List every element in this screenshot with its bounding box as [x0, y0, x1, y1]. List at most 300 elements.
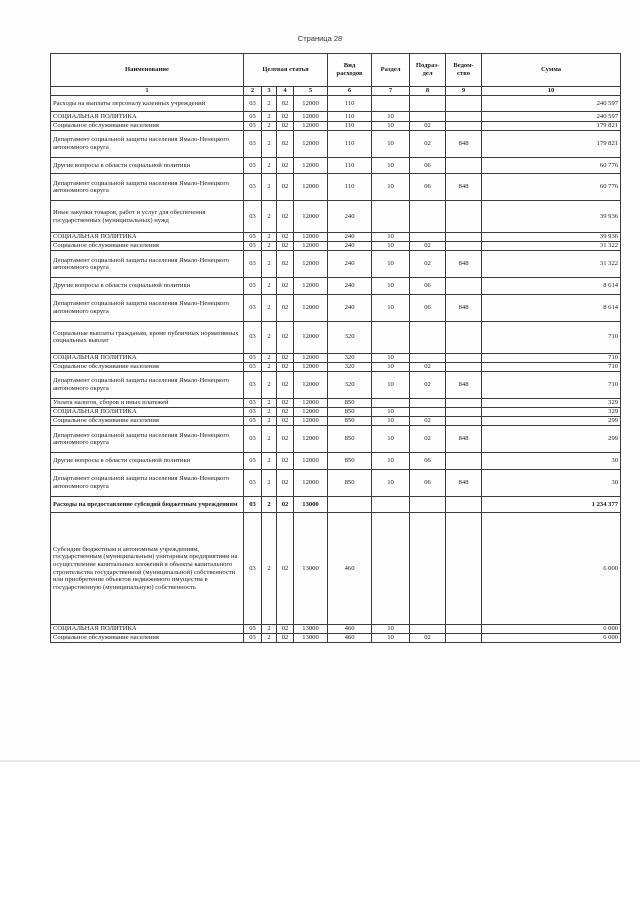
column-number: 6 — [328, 87, 372, 96]
row-name: Социальное обслуживание населения — [51, 121, 244, 130]
sum-cell: 710 — [482, 353, 621, 362]
expense-type-cell: 850 — [328, 408, 372, 417]
sum-cell: 6 000 — [482, 625, 621, 634]
target-code-5: 12000 — [294, 469, 328, 496]
sum-cell: 30 — [482, 469, 621, 496]
table-row — [51, 371, 621, 398]
section-cell: 10 — [372, 353, 410, 362]
row-name: Другие вопросы в области социальной политики — [51, 278, 244, 295]
department-cell — [446, 398, 482, 408]
header-section: Раздел — [372, 54, 410, 87]
target-code-4: 02 — [277, 496, 294, 513]
section-cell: 10 — [372, 417, 410, 426]
target-code-2: 03 — [244, 625, 262, 634]
target-code-5: 12000 — [294, 233, 328, 242]
sum-cell: 6 000 — [482, 513, 621, 625]
target-code-4: 02 — [277, 251, 294, 278]
target-code-3: 2 — [262, 201, 277, 233]
table-row — [51, 321, 621, 353]
sum-cell: 329 — [482, 408, 621, 417]
target-code-5: 12000 — [294, 426, 328, 453]
target-code-2: 03 — [244, 233, 262, 242]
table-row — [51, 112, 621, 122]
expense-type-cell: 110 — [328, 157, 372, 174]
subsection-cell: 02 — [410, 121, 446, 130]
section-cell — [372, 513, 410, 625]
expense-type-cell: 850 — [328, 469, 372, 496]
header-name: Наименование — [51, 54, 244, 87]
subsection-cell — [410, 398, 446, 408]
expense-type-cell: 850 — [328, 426, 372, 453]
target-code-2: 03 — [244, 398, 262, 408]
table-row — [51, 157, 621, 174]
table-row — [51, 353, 621, 362]
expense-type-cell: 320 — [328, 371, 372, 398]
department-cell — [446, 242, 482, 251]
expense-type-cell: 240 — [328, 233, 372, 242]
section-cell: 10 — [372, 362, 410, 371]
department-cell: 848 — [446, 251, 482, 278]
target-code-2: 03 — [244, 112, 262, 122]
target-code-5: 13000 — [294, 513, 328, 625]
subsection-cell — [410, 353, 446, 362]
sum-cell: 179 821 — [482, 121, 621, 130]
subsection-cell — [410, 513, 446, 625]
target-code-5: 13000 — [294, 496, 328, 513]
table-row — [51, 174, 621, 201]
subsection-cell: 02 — [410, 130, 446, 157]
row-name: Другие вопросы в области социальной политики — [51, 157, 244, 174]
subsection-cell: 06 — [410, 469, 446, 496]
department-cell — [446, 496, 482, 513]
target-code-3: 2 — [262, 121, 277, 130]
sum-cell: 299 — [482, 417, 621, 426]
table-row — [51, 251, 621, 278]
table-row — [51, 233, 621, 242]
subsection-cell: 02 — [410, 634, 446, 643]
target-code-3: 2 — [262, 157, 277, 174]
row-name: Департамент социальной защиты населения Ямало-Ненецкого автономного округа — [51, 469, 244, 496]
header-expense-type: Вид расходов — [328, 54, 372, 87]
target-code-4: 02 — [277, 242, 294, 251]
target-code-3: 2 — [262, 321, 277, 353]
row-name: СОЦИАЛЬНАЯ ПОЛИТИКА — [51, 112, 244, 122]
subsection-cell — [410, 201, 446, 233]
department-cell: 848 — [446, 294, 482, 321]
expense-type-cell: 240 — [328, 251, 372, 278]
department-cell: 848 — [446, 371, 482, 398]
section-cell: 10 — [372, 426, 410, 453]
expense-type-cell: 240 — [328, 278, 372, 295]
row-name: Расходы на выплаты персоналу казенных учреждений — [51, 95, 244, 112]
target-code-4: 02 — [277, 417, 294, 426]
table-row — [51, 398, 621, 408]
target-code-2: 03 — [244, 278, 262, 295]
target-code-5: 12000 — [294, 278, 328, 295]
table-body — [51, 95, 621, 643]
sum-cell: 39 936 — [482, 233, 621, 242]
row-name: Департамент социальной защиты населения Ямало-Ненецкого автономного округа — [51, 251, 244, 278]
row-name: Департамент социальной защиты населения Ямало-Ненецкого автономного округа — [51, 174, 244, 201]
header-subsection: Подраз-дел — [410, 54, 446, 87]
target-code-4: 02 — [277, 112, 294, 122]
sum-cell: 710 — [482, 321, 621, 353]
section-cell — [372, 496, 410, 513]
column-number: 3 — [262, 87, 277, 96]
sum-cell: 6 000 — [482, 634, 621, 643]
sum-cell: 60 776 — [482, 174, 621, 201]
section-cell: 10 — [372, 157, 410, 174]
department-cell — [446, 121, 482, 130]
expense-type-cell: 240 — [328, 294, 372, 321]
target-code-5: 12000 — [294, 408, 328, 417]
department-cell — [446, 625, 482, 634]
target-code-2: 03 — [244, 634, 262, 643]
table-row — [51, 408, 621, 417]
target-code-5: 13000 — [294, 625, 328, 634]
column-number: 7 — [372, 87, 410, 96]
subsection-cell — [410, 496, 446, 513]
target-code-4: 02 — [277, 362, 294, 371]
target-code-3: 2 — [262, 353, 277, 362]
target-code-3: 2 — [262, 371, 277, 398]
target-code-5: 12000 — [294, 353, 328, 362]
row-name: СОЦИАЛЬНАЯ ПОЛИТИКА — [51, 408, 244, 417]
sum-cell: 8 614 — [482, 278, 621, 295]
table-row — [51, 294, 621, 321]
target-code-2: 03 — [244, 417, 262, 426]
expense-type-cell: 850 — [328, 398, 372, 408]
target-code-4: 02 — [277, 130, 294, 157]
target-code-4: 02 — [277, 513, 294, 625]
subsection-cell — [410, 321, 446, 353]
target-code-4: 02 — [277, 321, 294, 353]
target-code-5: 13000 — [294, 634, 328, 643]
sum-cell: 179 821 — [482, 130, 621, 157]
table-row — [51, 201, 621, 233]
target-code-3: 2 — [262, 634, 277, 643]
subsection-cell — [410, 233, 446, 242]
target-code-4: 02 — [277, 398, 294, 408]
subsection-cell — [410, 408, 446, 417]
sum-cell: 1 234 377 — [482, 496, 621, 513]
row-name: Социальное обслуживание населения — [51, 242, 244, 251]
expense-type-cell: 240 — [328, 242, 372, 251]
target-code-3: 2 — [262, 112, 277, 122]
target-code-4: 02 — [277, 426, 294, 453]
table-row — [51, 95, 621, 112]
table-row — [51, 130, 621, 157]
table-row — [51, 362, 621, 371]
table-row — [51, 278, 621, 295]
target-code-5: 12000 — [294, 362, 328, 371]
column-number: 5 — [294, 87, 328, 96]
expense-type-cell: 110 — [328, 174, 372, 201]
target-code-2: 03 — [244, 321, 262, 353]
target-code-5: 12000 — [294, 417, 328, 426]
target-code-3: 2 — [262, 496, 277, 513]
target-code-2: 03 — [244, 242, 262, 251]
subsection-cell: 02 — [410, 242, 446, 251]
department-cell — [446, 362, 482, 371]
page-number: Страница 28 — [297, 34, 343, 43]
target-code-4: 02 — [277, 353, 294, 362]
target-code-3: 2 — [262, 453, 277, 470]
section-cell: 10 — [372, 121, 410, 130]
target-code-4: 02 — [277, 634, 294, 643]
department-cell — [446, 201, 482, 233]
target-code-3: 2 — [262, 513, 277, 625]
section-cell: 10 — [372, 408, 410, 417]
target-code-2: 03 — [244, 453, 262, 470]
target-code-5: 12000 — [294, 242, 328, 251]
department-cell — [446, 321, 482, 353]
row-name: Другие вопросы в области социальной политики — [51, 453, 244, 470]
target-code-4: 02 — [277, 233, 294, 242]
expense-type-cell: 110 — [328, 95, 372, 112]
department-cell — [446, 95, 482, 112]
department-cell: 848 — [446, 469, 482, 496]
department-cell — [446, 278, 482, 295]
sum-cell: 329 — [482, 398, 621, 408]
subsection-cell: 06 — [410, 453, 446, 470]
section-cell — [372, 95, 410, 112]
section-cell: 10 — [372, 294, 410, 321]
target-code-5: 12000 — [294, 95, 328, 112]
sum-cell: 710 — [482, 371, 621, 398]
subsection-cell: 06 — [410, 294, 446, 321]
target-code-4: 02 — [277, 408, 294, 417]
table-row — [51, 453, 621, 470]
target-code-2: 03 — [244, 251, 262, 278]
target-code-5: 12000 — [294, 398, 328, 408]
sum-cell: 710 — [482, 362, 621, 371]
department-cell — [446, 157, 482, 174]
section-cell: 10 — [372, 251, 410, 278]
section-cell: 10 — [372, 233, 410, 242]
target-code-2: 03 — [244, 174, 262, 201]
expense-type-cell: 320 — [328, 321, 372, 353]
row-name: Департамент социальной защиты населения Ямало-Ненецкого автономного округа — [51, 371, 244, 398]
department-cell: 848 — [446, 130, 482, 157]
target-code-2: 03 — [244, 121, 262, 130]
target-code-2: 03 — [244, 362, 262, 371]
target-code-5: 12000 — [294, 174, 328, 201]
subsection-cell: 06 — [410, 174, 446, 201]
row-name: Департамент социальной защиты населения Ямало-Ненецкого автономного округа — [51, 426, 244, 453]
target-code-2: 03 — [244, 294, 262, 321]
target-code-3: 2 — [262, 174, 277, 201]
expense-type-cell: 460 — [328, 634, 372, 643]
section-cell — [372, 201, 410, 233]
target-code-5: 12000 — [294, 201, 328, 233]
sum-cell: 30 — [482, 453, 621, 470]
target-code-4: 02 — [277, 95, 294, 112]
column-number-row — [51, 87, 621, 96]
column-number: 1 — [51, 87, 244, 96]
sum-cell: 31 322 — [482, 242, 621, 251]
target-code-5: 12000 — [294, 112, 328, 122]
target-code-2: 03 — [244, 371, 262, 398]
section-cell — [372, 398, 410, 408]
target-code-5: 12000 — [294, 130, 328, 157]
department-cell — [446, 453, 482, 470]
target-code-4: 02 — [277, 201, 294, 233]
expense-type-cell — [328, 496, 372, 513]
target-code-3: 2 — [262, 398, 277, 408]
table-row — [51, 513, 621, 625]
sum-cell: 240 597 — [482, 112, 621, 122]
subsection-cell: 02 — [410, 417, 446, 426]
target-code-4: 02 — [277, 121, 294, 130]
target-code-5: 12000 — [294, 121, 328, 130]
expense-type-cell: 110 — [328, 130, 372, 157]
target-code-5: 12000 — [294, 251, 328, 278]
row-name: Департамент социальной защиты населения Ямало-Ненецкого автономного округа — [51, 130, 244, 157]
target-code-5: 12000 — [294, 294, 328, 321]
expense-type-cell: 110 — [328, 121, 372, 130]
department-cell: 848 — [446, 426, 482, 453]
table-row — [51, 242, 621, 251]
column-number: 10 — [482, 87, 621, 96]
target-code-2: 03 — [244, 426, 262, 453]
budget-table — [50, 53, 621, 643]
sum-cell: 8 614 — [482, 294, 621, 321]
section-cell: 10 — [372, 112, 410, 122]
target-code-2: 03 — [244, 408, 262, 417]
target-code-4: 02 — [277, 278, 294, 295]
row-name: Иные закупки товаров, работ и услуг для обеспечения государственных (муниципальных) нужд — [51, 201, 244, 233]
department-cell — [446, 417, 482, 426]
department-cell — [446, 408, 482, 417]
target-code-2: 03 — [244, 201, 262, 233]
table-row — [51, 625, 621, 634]
header-target-article: Целевая статья — [244, 54, 328, 87]
subsection-cell: 02 — [410, 251, 446, 278]
department-cell — [446, 233, 482, 242]
row-name: Социальное обслуживание населения — [51, 362, 244, 371]
target-code-2: 03 — [244, 513, 262, 625]
target-code-3: 2 — [262, 469, 277, 496]
subsection-cell — [410, 95, 446, 112]
target-code-5: 12000 — [294, 453, 328, 470]
sum-cell: 60 776 — [482, 157, 621, 174]
header-sum: Сумма — [482, 54, 621, 87]
department-cell — [446, 112, 482, 122]
target-code-3: 2 — [262, 130, 277, 157]
section-cell: 10 — [372, 174, 410, 201]
table-row — [51, 426, 621, 453]
row-name: Социальное обслуживание населения — [51, 634, 244, 643]
sum-cell: 299 — [482, 426, 621, 453]
target-code-3: 2 — [262, 408, 277, 417]
target-code-4: 02 — [277, 625, 294, 634]
section-cell: 10 — [372, 278, 410, 295]
target-code-2: 03 — [244, 496, 262, 513]
target-code-4: 02 — [277, 294, 294, 321]
section-cell: 10 — [372, 625, 410, 634]
target-code-5: 12000 — [294, 371, 328, 398]
column-number: 4 — [277, 87, 294, 96]
sum-cell: 31 322 — [482, 251, 621, 278]
expense-type-cell: 240 — [328, 201, 372, 233]
target-code-4: 02 — [277, 453, 294, 470]
target-code-3: 2 — [262, 95, 277, 112]
table-row — [51, 496, 621, 513]
target-code-3: 2 — [262, 417, 277, 426]
subsection-cell: 02 — [410, 371, 446, 398]
target-code-3: 2 — [262, 233, 277, 242]
row-name: Уплата налогов, сборов и иных платежей — [51, 398, 244, 408]
expense-type-cell: 320 — [328, 353, 372, 362]
subsection-cell: 06 — [410, 157, 446, 174]
section-cell: 10 — [372, 634, 410, 643]
expense-type-cell: 320 — [328, 362, 372, 371]
target-code-3: 2 — [262, 242, 277, 251]
expense-type-cell: 110 — [328, 112, 372, 122]
expense-type-cell: 850 — [328, 417, 372, 426]
table-row — [51, 634, 621, 643]
subsection-cell — [410, 625, 446, 634]
row-name: Субсидии бюджетным и автономным учреждениям, государственным (муниципальным) унитарным предприятиям на осуществление капитальных вложений в объекты капитального строительства государственной (муниципальной) собственности или приобретение объектов недвижимого имущества в государственную (муниципальную) собственность — [51, 513, 244, 625]
target-code-4: 02 — [277, 469, 294, 496]
target-code-2: 03 — [244, 353, 262, 362]
target-code-4: 02 — [277, 371, 294, 398]
table-row — [51, 417, 621, 426]
section-cell: 10 — [372, 242, 410, 251]
subsection-cell: 02 — [410, 362, 446, 371]
target-code-5: 12000 — [294, 157, 328, 174]
target-code-3: 2 — [262, 278, 277, 295]
target-code-2: 03 — [244, 95, 262, 112]
target-code-3: 2 — [262, 251, 277, 278]
row-name: Департамент социальной защиты населения Ямало-Ненецкого автономного округа — [51, 294, 244, 321]
subsection-cell: 06 — [410, 278, 446, 295]
department-cell — [446, 353, 482, 362]
subsection-cell — [410, 112, 446, 122]
target-code-3: 2 — [262, 362, 277, 371]
row-name: СОЦИАЛЬНАЯ ПОЛИТИКА — [51, 353, 244, 362]
department-cell — [446, 634, 482, 643]
section-cell — [372, 321, 410, 353]
column-number: 9 — [446, 87, 482, 96]
department-cell: 848 — [446, 174, 482, 201]
target-code-4: 02 — [277, 157, 294, 174]
target-code-2: 03 — [244, 130, 262, 157]
row-name: Социальное обслуживание населения — [51, 417, 244, 426]
row-name: Расходы на предоставление субсидий бюджетным учреждениям — [51, 496, 244, 513]
expense-type-cell: 850 — [328, 453, 372, 470]
target-code-3: 2 — [262, 294, 277, 321]
section-cell: 10 — [372, 469, 410, 496]
subsection-cell: 02 — [410, 426, 446, 453]
expense-type-cell: 460 — [328, 513, 372, 625]
department-cell — [446, 513, 482, 625]
section-cell: 10 — [372, 130, 410, 157]
row-name: СОЦИАЛЬНАЯ ПОЛИТИКА — [51, 233, 244, 242]
column-number: 2 — [244, 87, 262, 96]
expense-type-cell: 460 — [328, 625, 372, 634]
column-number: 8 — [410, 87, 446, 96]
target-code-3: 2 — [262, 625, 277, 634]
section-cell: 10 — [372, 371, 410, 398]
header-department: Ведом-ство — [446, 54, 482, 87]
table-row — [51, 121, 621, 130]
row-name: СОЦИАЛЬНАЯ ПОЛИТИКА — [51, 625, 244, 634]
target-code-2: 03 — [244, 469, 262, 496]
row-name: Социальные выплаты гражданам, кроме публичных нормативных социальных выплат — [51, 321, 244, 353]
sum-cell: 39 936 — [482, 201, 621, 233]
